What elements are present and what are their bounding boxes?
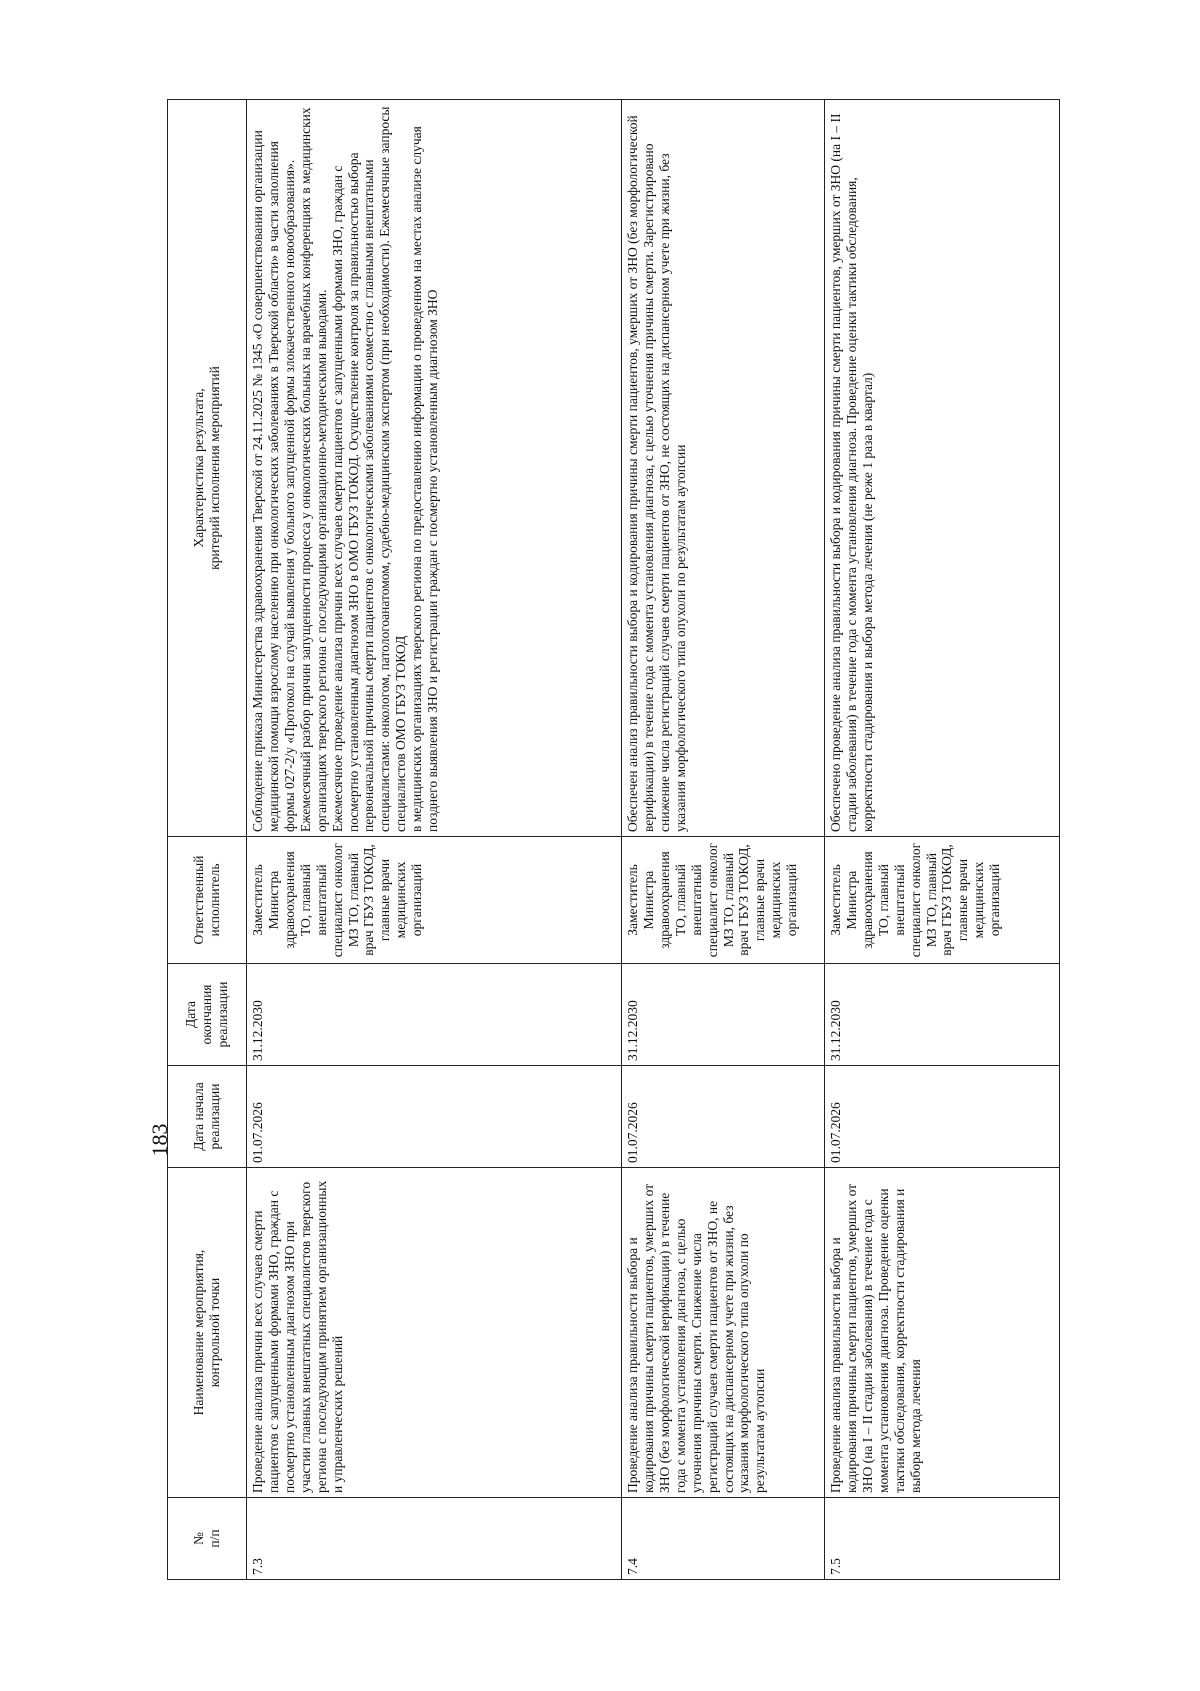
header-number: № п/п [168,1498,247,1580]
table-row [825,100,1060,1580]
header-end-date: Дата окончания реализации [168,964,247,1066]
cell-activity-name: Проведение анализа причин всех случаев смерти пациентов с запущенными формами ЗНО, граждан с посмертно установленным диагнозом ЗНО при участии главных внештатных специалистов тверского региона с последующим принятием организационных и управленческих решений [247,1168,622,1498]
table-header-row [168,100,247,1580]
cell-responsible: Заместитель Министра здравоохранения ТО, главный внештатный специалист онколог МЗ ТО, главный врач ГБУЗ ТОКОД, главные врачи медицинских организаций [825,837,1060,964]
cell-activity-name: Проведение анализа правильности выбора и кодирования причины смерти пациентов, умерших от ЗНО (на I – II стадии заболевания) в течение года с момента установления диагноза. Проведение оценки тактики обследования, корректности стадирования и выбора метода лечения [825,1168,1060,1498]
header-activity-name: Наименование мероприятия, контрольной точки [168,1168,247,1498]
cell-number: 7.3 [247,1498,622,1580]
cell-result: Обеспечен анализ правильности выбора и кодирования причины смерти пациентов, умерших от ЗНО (без морфологической верификации) в течение года с момента установления диагноза, с целью уточнения причины смерти. Зарегистрировано снижение числа регистраций случаев смерти пациентов от ЗНО, не состоящих на диспансерном учете при жизни, без указания морфологического типа опухоли по результатам аутопсии [622,100,825,837]
cell-number: 7.5 [825,1498,1060,1580]
cell-result: Соблюдение приказа Министерства здравоохранения Тверской от 24.11.2025 № 1345 «О совершенствовании организации медицинской помощи взрослому населению при онкологических заболеваниях в Тверской области» в части заполнения формы 027-2/у «Протокол на случай выявления у больного запущенной формы злокачественного новообразования». Ежемесячный разбор причин запущенности процесса у онкологических больных на врачебных конференциях в медицинских организациях тверского региона с последующими организационно-методическими выводами. Ежемесячное проведение анализа причин всех случаев смерти пациентов с запущенными формами ЗНО, граждан с посмертно установленным диагнозом ЗНО в ОМО ГБУЗ ТОКОД. Осуществление контроля за правильностью выбора первоначальной причины смерти пациентов с онкологическими заболеваниями совместно с главными внештатными специалистами: онкологом, патологоанатомом, судебно-медицинским экспертом (при необходимости). Ежемесячные запросы специалистов ОМО ГБУЗ ТОКОД в медицинских организациях тверского региона по предоставлению информации о проведенном на местах анализе случая позднего выявления ЗНО и регистрации граждан с посмертно установленным диагнозом ЗНО [247,100,622,837]
rotated-table-container [167,100,1082,1580]
cell-end-date: 31.12.2030 [622,964,825,1066]
activities-table [167,99,1060,1580]
cell-activity-name: Проведение анализа правильности выбора и кодирования причины смерти пациентов, умерших от ЗНО (без морфологической верификации) в течение года с момента установления диагноза, с целью уточнения причины смерти. Снижение числа регистраций случаев смерти пациентов от ЗНО, не состоящих на диспансерном учете при жизни, без указания морфологического типа опухоли по результатам аутопсии [622,1168,825,1498]
header-start-date: Дата начала реализации [168,1066,247,1168]
header-responsible: Ответственный исполнитель [168,837,247,964]
cell-number: 7.4 [622,1498,825,1580]
cell-end-date: 31.12.2030 [247,964,622,1066]
page-number: 183 [147,1123,172,1157]
header-result: Характеристика результата, критерий исполнения мероприятий [168,100,247,837]
cell-responsible: Заместитель Министра здравоохранения ТО, главный внештатный специалист онколог МЗ ТО, главный врач ГБУЗ ТОКОД, главные врачи медицинских организаций [622,837,825,964]
cell-start-date: 01.07.2026 [247,1066,622,1168]
cell-start-date: 01.07.2026 [622,1066,825,1168]
table-row [247,100,622,1580]
cell-start-date: 01.07.2026 [825,1066,1060,1168]
cell-responsible: Заместитель Министра здравоохранения ТО, главный внештатный специалист онколог МЗ ТО, главный врач ГБУЗ ТОКОД, главные врачи медицинских организаций [247,837,622,964]
cell-end-date: 31.12.2030 [825,964,1060,1066]
table-row [622,100,825,1580]
cell-result: Обеспечено проведение анализа правильности выбора и кодирования причины смерти пациентов, умерших от ЗНО (на I – II стадии заболевания) в течение года с момента установления диагноза. Проведение оценки тактики обследования, корректности стадирования и выбора метода лечения (не реже 1 раза в квартал) [825,100,1060,837]
